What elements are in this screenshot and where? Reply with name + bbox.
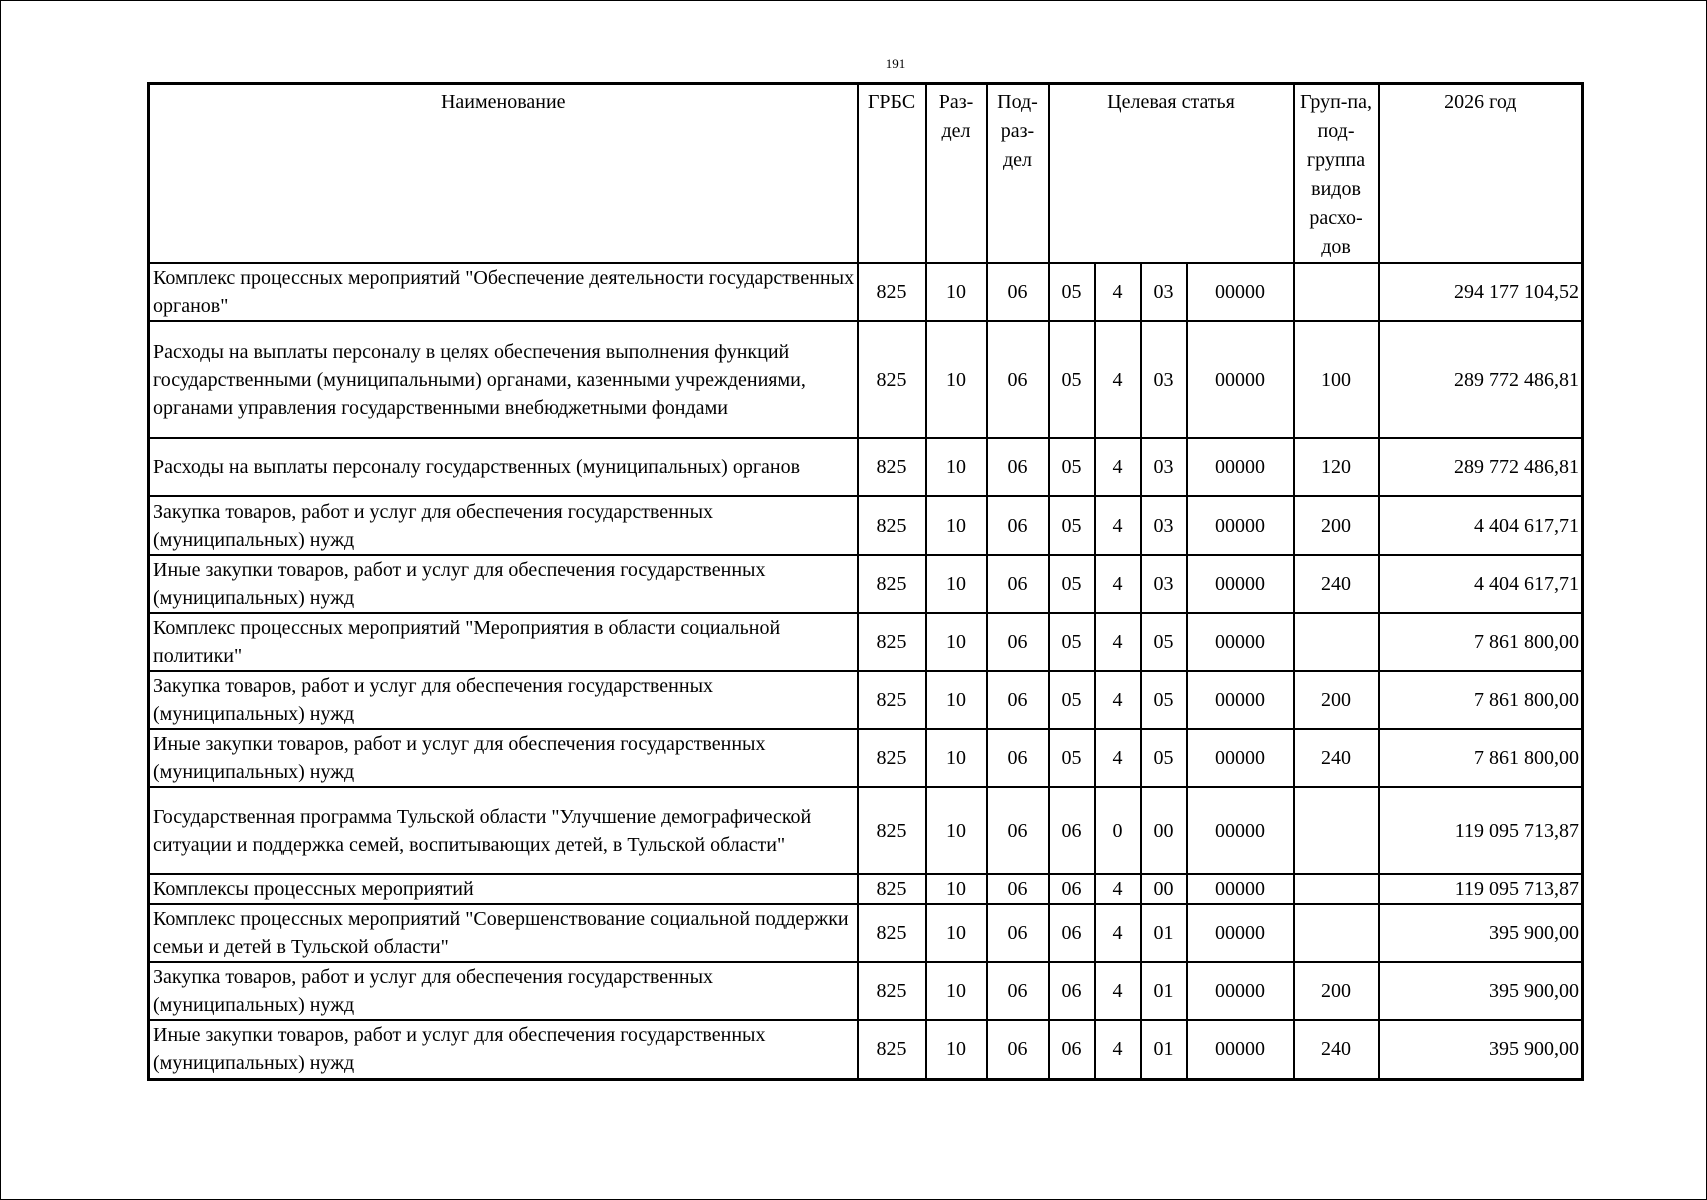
table-row xyxy=(149,1020,1583,1079)
row-razdel: 10 xyxy=(926,904,987,962)
row-grbs: 825 xyxy=(858,904,926,962)
row-target-direction: 00000 xyxy=(1187,671,1294,729)
row-target-type: 0 xyxy=(1095,787,1141,874)
row-name: Иные закупки товаров, работ и услуг для обеспечения государственных (муниципальных) нужд xyxy=(149,555,858,613)
row-target-program: 05 xyxy=(1049,438,1095,496)
row-target-program: 06 xyxy=(1049,787,1095,874)
header-grbs: ГРБС xyxy=(858,84,926,264)
row-target-direction: 00000 xyxy=(1187,263,1294,321)
row-target-program: 05 xyxy=(1049,671,1095,729)
row-target-subprogram: 03 xyxy=(1141,321,1187,438)
row-target-direction: 00000 xyxy=(1187,496,1294,555)
row-razdel: 10 xyxy=(926,496,987,555)
row-podrazdel: 06 xyxy=(987,904,1049,962)
row-target-program: 05 xyxy=(1049,321,1095,438)
row-target-subprogram: 05 xyxy=(1141,729,1187,787)
row-razdel: 10 xyxy=(926,874,987,904)
row-target-subprogram: 03 xyxy=(1141,496,1187,555)
table-row xyxy=(149,904,1583,962)
table-row xyxy=(149,555,1583,613)
row-name: Иные закупки товаров, работ и услуг для обеспечения государственных (муниципальных) нужд xyxy=(149,1020,858,1079)
row-target-type: 4 xyxy=(1095,438,1141,496)
row-razdel: 10 xyxy=(926,321,987,438)
row-podrazdel: 06 xyxy=(987,787,1049,874)
row-target-type: 4 xyxy=(1095,874,1141,904)
row-amount: 395 900,00 xyxy=(1379,904,1583,962)
table-row xyxy=(149,613,1583,671)
row-name: Комплекс процессных мероприятий "Совершенствование социальной поддержки семьи и детей в Тульской области" xyxy=(149,904,858,962)
header-podrazdel: Под-раз-дел xyxy=(987,84,1049,264)
row-amount: 7 861 800,00 xyxy=(1379,729,1583,787)
row-expense-group xyxy=(1294,787,1379,874)
row-amount: 7 861 800,00 xyxy=(1379,613,1583,671)
row-target-direction: 00000 xyxy=(1187,904,1294,962)
row-name: Государственная программа Тульской области "Улучшение демографической ситуации и поддержка семей, воспитывающих детей, в Тульской области" xyxy=(149,787,858,874)
row-amount: 289 772 486,81 xyxy=(1379,321,1583,438)
row-razdel: 10 xyxy=(926,671,987,729)
row-expense-group: 100 xyxy=(1294,321,1379,438)
row-target-program: 05 xyxy=(1049,263,1095,321)
row-name: Комплекс процессных мероприятий "Обеспечение деятельности государственных органов" xyxy=(149,263,858,321)
row-target-type: 4 xyxy=(1095,496,1141,555)
row-target-type: 4 xyxy=(1095,263,1141,321)
row-target-subprogram: 01 xyxy=(1141,962,1187,1020)
table-header-row xyxy=(149,84,1583,264)
row-grbs: 825 xyxy=(858,555,926,613)
row-target-direction: 00000 xyxy=(1187,555,1294,613)
row-name: Расходы на выплаты персоналу в целях обеспечения выполнения функций государственными (муниципальными) органами, казенными учреждениями, органами управления государственными внебюджетными фондами xyxy=(149,321,858,438)
header-group: Груп-па, под-группа видов расхо-дов xyxy=(1294,84,1379,264)
header-year: 2026 год xyxy=(1379,84,1583,264)
row-target-direction: 00000 xyxy=(1187,729,1294,787)
row-grbs: 825 xyxy=(858,613,926,671)
row-target-subprogram: 01 xyxy=(1141,904,1187,962)
row-amount: 294 177 104,52 xyxy=(1379,263,1583,321)
row-target-program: 05 xyxy=(1049,729,1095,787)
row-podrazdel: 06 xyxy=(987,321,1049,438)
row-podrazdel: 06 xyxy=(987,438,1049,496)
row-grbs: 825 xyxy=(858,321,926,438)
row-target-subprogram: 03 xyxy=(1141,438,1187,496)
row-target-subprogram: 00 xyxy=(1141,787,1187,874)
row-razdel: 10 xyxy=(926,962,987,1020)
table-row xyxy=(149,729,1583,787)
row-target-type: 4 xyxy=(1095,904,1141,962)
table-row xyxy=(149,438,1583,496)
row-name: Закупка товаров, работ и услуг для обеспечения государственных (муниципальных) нужд xyxy=(149,671,858,729)
row-razdel: 10 xyxy=(926,555,987,613)
row-amount: 395 900,00 xyxy=(1379,962,1583,1020)
row-name: Закупка товаров, работ и услуг для обеспечения государственных (муниципальных) нужд xyxy=(149,962,858,1020)
row-grbs: 825 xyxy=(858,962,926,1020)
table-row xyxy=(149,874,1583,904)
row-name: Закупка товаров, работ и услуг для обеспечения государственных (муниципальных) нужд xyxy=(149,496,858,555)
row-target-program: 06 xyxy=(1049,962,1095,1020)
row-expense-group: 120 xyxy=(1294,438,1379,496)
row-target-type: 4 xyxy=(1095,321,1141,438)
row-podrazdel: 06 xyxy=(987,555,1049,613)
table-row xyxy=(149,671,1583,729)
row-grbs: 825 xyxy=(858,729,926,787)
row-grbs: 825 xyxy=(858,1020,926,1079)
table-row xyxy=(149,787,1583,874)
row-expense-group: 200 xyxy=(1294,496,1379,555)
row-razdel: 10 xyxy=(926,787,987,874)
row-amount: 119 095 713,87 xyxy=(1379,787,1583,874)
row-podrazdel: 06 xyxy=(987,263,1049,321)
row-amount: 395 900,00 xyxy=(1379,1020,1583,1079)
row-target-program: 06 xyxy=(1049,1020,1095,1079)
row-razdel: 10 xyxy=(926,438,987,496)
row-expense-group xyxy=(1294,613,1379,671)
row-podrazdel: 06 xyxy=(987,1020,1049,1079)
row-target-subprogram: 05 xyxy=(1141,613,1187,671)
row-target-subprogram: 05 xyxy=(1141,671,1187,729)
row-target-program: 05 xyxy=(1049,555,1095,613)
row-podrazdel: 06 xyxy=(987,729,1049,787)
row-target-program: 05 xyxy=(1049,613,1095,671)
row-grbs: 825 xyxy=(858,496,926,555)
table-row xyxy=(149,962,1583,1020)
row-amount: 4 404 617,71 xyxy=(1379,496,1583,555)
row-podrazdel: 06 xyxy=(987,874,1049,904)
row-amount: 119 095 713,87 xyxy=(1379,874,1583,904)
row-target-direction: 00000 xyxy=(1187,321,1294,438)
row-target-subprogram: 00 xyxy=(1141,874,1187,904)
row-name: Расходы на выплаты персоналу государственных (муниципальных) органов xyxy=(149,438,858,496)
row-razdel: 10 xyxy=(926,613,987,671)
table-row xyxy=(149,263,1583,321)
row-expense-group xyxy=(1294,874,1379,904)
row-expense-group xyxy=(1294,904,1379,962)
table-row xyxy=(149,496,1583,555)
row-target-direction: 00000 xyxy=(1187,874,1294,904)
row-target-direction: 00000 xyxy=(1187,787,1294,874)
row-expense-group: 200 xyxy=(1294,671,1379,729)
table-row xyxy=(149,321,1583,438)
row-expense-group: 240 xyxy=(1294,729,1379,787)
row-razdel: 10 xyxy=(926,1020,987,1079)
row-target-direction: 00000 xyxy=(1187,1020,1294,1079)
row-name: Иные закупки товаров, работ и услуг для обеспечения государственных (муниципальных) нужд xyxy=(149,729,858,787)
row-grbs: 825 xyxy=(858,263,926,321)
row-podrazdel: 06 xyxy=(987,613,1049,671)
row-expense-group: 240 xyxy=(1294,1020,1379,1079)
row-target-direction: 00000 xyxy=(1187,613,1294,671)
row-razdel: 10 xyxy=(926,263,987,321)
row-name: Комплекс процессных мероприятий "Мероприятия в области социальной политики" xyxy=(149,613,858,671)
row-grbs: 825 xyxy=(858,787,926,874)
row-podrazdel: 06 xyxy=(987,962,1049,1020)
header-name: Наименование xyxy=(149,84,858,264)
page-number: 191 xyxy=(885,56,906,71)
row-target-type: 4 xyxy=(1095,555,1141,613)
header-razdel: Раз-дел xyxy=(926,84,987,264)
row-target-type: 4 xyxy=(1095,729,1141,787)
row-expense-group: 200 xyxy=(1294,962,1379,1020)
row-razdel: 10 xyxy=(926,729,987,787)
row-target-direction: 00000 xyxy=(1187,962,1294,1020)
row-target-type: 4 xyxy=(1095,671,1141,729)
row-expense-group: 240 xyxy=(1294,555,1379,613)
row-amount: 289 772 486,81 xyxy=(1379,438,1583,496)
row-amount: 7 861 800,00 xyxy=(1379,671,1583,729)
row-target-subprogram: 01 xyxy=(1141,1020,1187,1079)
row-podrazdel: 06 xyxy=(987,496,1049,555)
row-expense-group xyxy=(1294,263,1379,321)
row-grbs: 825 xyxy=(858,874,926,904)
row-grbs: 825 xyxy=(858,671,926,729)
row-target-type: 4 xyxy=(1095,962,1141,1020)
row-grbs: 825 xyxy=(858,438,926,496)
row-amount: 4 404 617,71 xyxy=(1379,555,1583,613)
row-target-direction: 00000 xyxy=(1187,438,1294,496)
row-podrazdel: 06 xyxy=(987,671,1049,729)
row-target-program: 05 xyxy=(1049,496,1095,555)
table-body xyxy=(149,263,1583,1079)
row-target-program: 06 xyxy=(1049,874,1095,904)
row-target-subprogram: 03 xyxy=(1141,263,1187,321)
row-target-program: 06 xyxy=(1049,904,1095,962)
row-target-type: 4 xyxy=(1095,1020,1141,1079)
row-name: Комплексы процессных мероприятий xyxy=(149,874,858,904)
row-target-type: 4 xyxy=(1095,613,1141,671)
row-target-subprogram: 03 xyxy=(1141,555,1187,613)
budget-table xyxy=(147,82,1584,1081)
header-target: Целевая статья xyxy=(1049,84,1294,264)
